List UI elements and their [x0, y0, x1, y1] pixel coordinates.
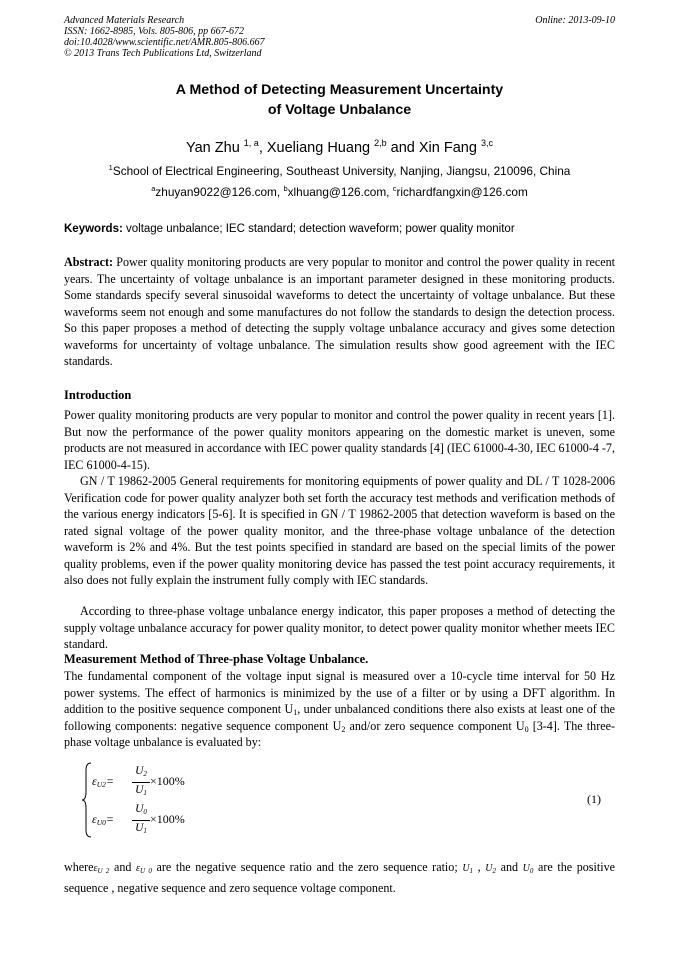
keywords	[64, 221, 615, 237]
equation-rhs: ×100%	[150, 812, 185, 826]
equation-lhs: $\varepsilon_{U0}=$	[92, 812, 115, 827]
subscript: 1	[293, 708, 298, 717]
author-list	[64, 138, 615, 158]
method-text: and/or zero sequence component U	[345, 718, 525, 733]
where-text: and	[109, 860, 137, 874]
equation-fraction: $U_0$ $U_1$	[132, 802, 150, 839]
title-line-2: of Voltage Unbalance	[267, 102, 412, 118]
abstract-label: Abstract:	[64, 255, 114, 269]
author-sup: 3,c	[480, 138, 493, 148]
author-separator: and	[386, 140, 419, 156]
u-symbol: $U_0$	[522, 863, 534, 875]
email-link[interactable]: zhuyan9022@126.com,	[155, 185, 284, 199]
email-link[interactable]: xlhuang@126.com,	[287, 185, 393, 199]
author-name: Xin Fang	[418, 140, 477, 156]
where-text: are the positive sequence , negative sequence and zero sequence voltage component.	[64, 860, 616, 895]
author-name: Yan Zhu	[186, 140, 240, 156]
abstract-text: Power quality monitoring products are very popular to monitor and control the power quality in recent years. The uncertainty of voltage unbalance is an important parameter designed in these monitoring products. Some standards specify several sinusoidal waveforms to detect the uncertainty of voltage unbalance. But these waveforms seem not enough and some manufactures do not follow the standards to design the detection process. So this paper proposes a method of detecting the supply voltage unbalance accuracy and gives some detection waveforms for uncertainty of voltage unbalance. The simulation results show good agreement with the IEC standards.	[64, 255, 615, 368]
epsilon-symbol: $\varepsilon_{U 0}$	[136, 863, 152, 875]
affiliation-sup: 1	[108, 163, 113, 172]
method-text: , under unbalanced conditions there also exists at least one of the following components: negative sequence component U	[64, 702, 615, 733]
journal-name: Advanced Materials Research	[64, 15, 185, 26]
where-paragraph	[64, 859, 615, 896]
u-symbol: $U_1$	[462, 863, 474, 875]
epsilon-symbol: $\varepsilon_{U 2}$	[93, 863, 110, 875]
method-text: [3-4]. The three-phase voltage unbalance is evaluated by:	[64, 718, 615, 749]
doi-line: doi:10.4028/www.scientific.net/AMR.805-806.667	[64, 37, 265, 48]
abstract	[64, 254, 615, 370]
where-text: ,	[473, 860, 486, 874]
equation-number: (1)	[587, 792, 601, 806]
section-heading-introduction: Introduction	[64, 388, 132, 402]
affiliation	[64, 163, 615, 179]
author-sup: 2,b	[374, 138, 387, 148]
where-text: are the negative sequence ratio and the zero sequence ratio;	[151, 860, 463, 874]
email-sup: c	[392, 184, 397, 193]
author-name: Xueliang Huang	[266, 140, 371, 156]
method-text: The fundamental component of the voltage input signal is measured over a 10-cycle time interval for 50 Hz power systems. The effect of harmonics is minimized by the use of a filter or by using a DFT algorithm. In addition to the positive sequence component U	[64, 669, 615, 716]
journal-header	[64, 15, 615, 59]
equation-lhs: $\varepsilon_{U2}=$	[92, 774, 115, 789]
intro-paragraph-3: According to three-phase voltage unbalance energy indicator, this paper proposes a method of detecting the supply voltage unbalance accuracy for power quality monitor, to detect power quality monitor whether meets IEC standard.	[64, 604, 615, 651]
equation-row-zero	[92, 802, 292, 836]
title-line-1: A Method of Detecting Measurement Uncertainty	[175, 82, 504, 98]
method-paragraph	[64, 668, 615, 751]
equation-fraction: $U_2$ $U_1$	[132, 764, 150, 801]
intro-paragraph-1: Power quality monitoring products are very popular to monitor and control the power quality in recent years [1]. But now the performance of the power quality monitors appearing on the domestic market is uneven, some products are not measured in accordance with IEC power quality standards [4] (IEC 61000-4-30, IEC 61000-4 -7, IEC 61000-4-15).	[64, 408, 615, 472]
email-list	[64, 184, 615, 200]
equation-rhs: ×100%	[150, 774, 185, 788]
subscript: 0	[524, 724, 529, 734]
issn-line: ISSN: 1662-8985, Vols. 805-806, pp 667-672	[64, 26, 244, 37]
u-symbol: $U_2$	[485, 863, 496, 875]
email-sup: b	[283, 184, 288, 193]
where-text: and	[496, 860, 523, 874]
equation-row-negative	[92, 764, 292, 798]
where-text: where	[64, 860, 94, 874]
left-brace-icon	[82, 762, 92, 838]
keywords-label: Keywords:	[64, 223, 123, 235]
author-sup: 1, a	[243, 138, 259, 148]
equation-1	[82, 760, 615, 840]
email-link[interactable]: richardfangxin@126.com	[396, 185, 528, 199]
intro-paragraph-2: GN / T 19862-2005 General requirements for monitoring equipments of power quality and DL / T 1028-2006 Verification code for power quality analyzer both set forth the accuracy test methods and verification methods of the various energy indicators [5-6]. It is specified in GN / T 19862-2005 that detection waveform is based on the rated signal voltage of the power quality monitor, and the three-phase voltage unbalance of the detection waveform is 2% and 4%. But the test points specified in standard are based on the special limits of the power quality problems, even if the power quality monitoring device has passed the test point accuracy requirements, it also does not fully explain the instrument fully comply with IEC standards.	[64, 474, 615, 587]
paper-title	[64, 80, 615, 120]
online-date: Online: 2013-09-10	[535, 15, 615, 26]
affiliation-text: School of Electrical Engineering, Southeast University, Nanjing, Jiangsu, 210096, China	[112, 164, 571, 178]
subscript: 2	[341, 724, 346, 734]
copyright-line: © 2013 Trans Tech Publications Ltd, Switzerland	[64, 48, 262, 59]
author-separator: ,	[258, 140, 267, 156]
section-heading-method: Measurement Method of Three-phase Voltage Unbalance.	[64, 652, 369, 666]
keywords-text: voltage unbalance; IEC standard; detection waveform; power quality monitor	[122, 223, 515, 235]
email-sup: a	[151, 184, 156, 193]
